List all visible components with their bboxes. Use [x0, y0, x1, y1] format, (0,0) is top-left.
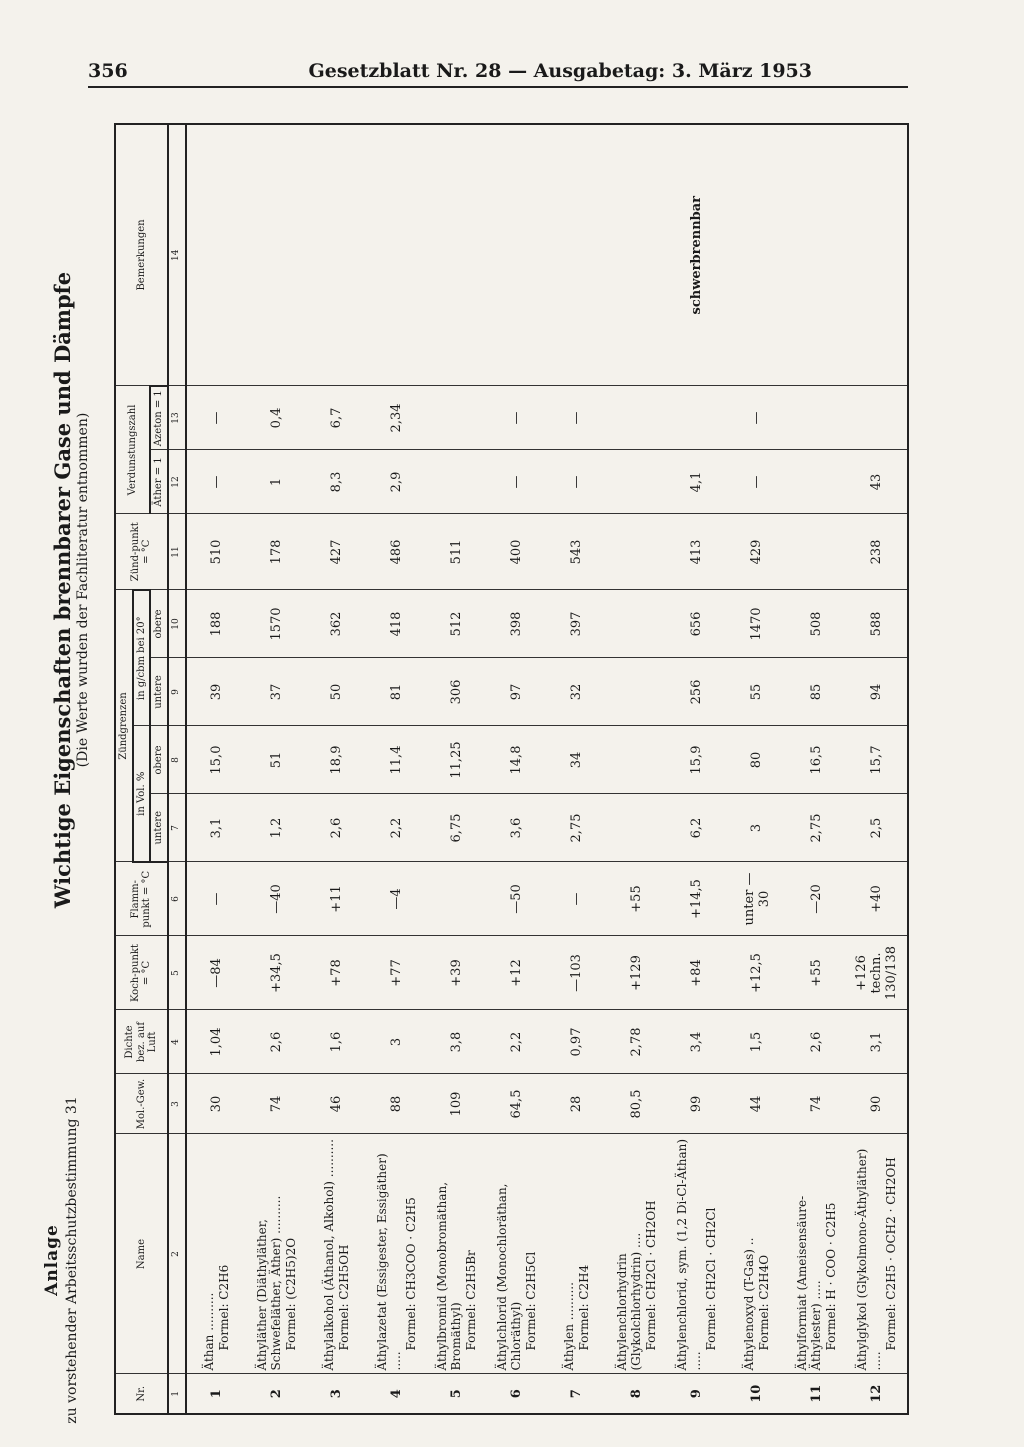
table-row [607, 124, 667, 1414]
cell-mol: 30 [186, 1074, 247, 1134]
cell-dichte: 2,6 [247, 1010, 307, 1074]
cell-mol: 80,5 [607, 1074, 667, 1134]
substance-name: Äthylformiat (Ameisensäure-Äthylester) ..... [794, 1195, 824, 1371]
cell-g-u: 306 [427, 658, 487, 726]
cell-zuend: 413 [667, 514, 727, 590]
row-number: 9 [667, 1374, 727, 1414]
substance-formula: Formel: C2H5Cl [523, 1251, 538, 1351]
substance-formula: Formel: C2H5Br [463, 1250, 478, 1351]
cell-g-o: 656 [667, 590, 727, 658]
substance-formula: Formel: C2H5 · OCH2 · CH2OH [883, 1157, 898, 1351]
table-row [307, 124, 367, 1414]
cell-g-u: 32 [547, 658, 607, 726]
cell-aether: 43 [847, 450, 908, 514]
cell-koch: —84 [186, 936, 247, 1010]
row-number: 6 [487, 1374, 547, 1414]
row-number: 7 [547, 1374, 607, 1414]
column-number: 11 [168, 514, 186, 590]
table-row [186, 124, 247, 1414]
cell-dichte: 3,8 [427, 1010, 487, 1074]
cell-zuend: 400 [487, 514, 547, 590]
cell-flamm: +40 [847, 862, 908, 936]
cell-vol-u: 1,2 [247, 794, 307, 862]
cell-bemerkungen [487, 124, 547, 386]
cell-aether: — [487, 450, 547, 514]
cell-koch: +12 [487, 936, 547, 1010]
header-title: Gesetzblatt Nr. 28 — Ausgabetag: 3. März 1953 [308, 60, 812, 82]
cell-g-o: 362 [307, 590, 367, 658]
substance-cell [787, 1134, 847, 1374]
substance-name: Äthylglykol (Glykolmono-Äthyläther) ..... [854, 1148, 884, 1371]
cell-aether: 8,3 [307, 450, 367, 514]
cell-mol: 64,5 [487, 1074, 547, 1134]
cell-vol-u: 6,75 [427, 794, 487, 862]
substance-cell [247, 1134, 307, 1374]
cell-vol-u: 2,75 [787, 794, 847, 862]
cell-aether: 4,1 [667, 450, 727, 514]
page-number: 356 [88, 60, 128, 82]
cell-dichte: 1,5 [727, 1010, 787, 1074]
table-row [427, 124, 487, 1414]
cell-vol-u: 3 [727, 794, 787, 862]
column-number: 3 [168, 1074, 186, 1134]
table-title-block [50, 115, 91, 1065]
row-number: 12 [847, 1374, 908, 1414]
substance-formula: Formel: C2H4 [576, 1264, 591, 1351]
cell-vol-u: 2,6 [307, 794, 367, 862]
cell-vol-u: 2,5 [847, 794, 908, 862]
landscape-sheet [42, 115, 912, 1425]
substance-formula: Formel: H · COO · C2H5 [823, 1202, 838, 1351]
cell-azeton: — [186, 386, 247, 450]
cell-vol-o: 11,4 [367, 726, 427, 794]
cell-zuend: 486 [367, 514, 427, 590]
cell-flamm: —50 [487, 862, 547, 936]
cell-zuend: 510 [186, 514, 247, 590]
cell-dichte: 1,04 [186, 1010, 247, 1074]
column-number: 12 [168, 450, 186, 514]
substance-cell [186, 1134, 247, 1374]
cell-bemerkungen [247, 124, 307, 386]
cell-dichte: 0,97 [547, 1010, 607, 1074]
substance-name: Äthylenchlorhydrin (Glykolchlorhydrin) .... [614, 1232, 644, 1371]
cell-zuend: 543 [547, 514, 607, 590]
substance-name: Äthylchlorid (Monochloräthan, Chloräthyl) [494, 1183, 524, 1371]
cell-mol: 44 [727, 1074, 787, 1134]
substance-cell [727, 1134, 787, 1374]
cell-koch: +84 [667, 936, 727, 1010]
col-header-gcbm: in g/cbm bei 20° [133, 590, 151, 726]
substance-cell [307, 1134, 367, 1374]
cell-zuend: 511 [427, 514, 487, 590]
table-row [667, 124, 727, 1414]
cell-flamm: —40 [247, 862, 307, 936]
cell-zuend [607, 514, 667, 590]
col-header-dichte: Dichte bez. auf Luft [115, 1010, 168, 1074]
cell-dichte: 1,6 [307, 1010, 367, 1074]
cell-azeton: 2,34 [367, 386, 427, 450]
col-header-g-untere: untere [150, 658, 168, 726]
cell-azeton: — [727, 386, 787, 450]
cell-dichte: 3,4 [667, 1010, 727, 1074]
col-header-vol-obere: obere [150, 726, 168, 794]
row-number: 10 [727, 1374, 787, 1414]
column-number: 7 [168, 794, 186, 862]
substance-name: Äthylen .......... [562, 1282, 577, 1371]
column-number: 2 [168, 1134, 186, 1374]
substance-name: Äthan .......... [202, 1292, 217, 1371]
cell-azeton [607, 386, 667, 450]
col-header-zuendgrenzen: Zündgrenzen [115, 590, 133, 862]
cell-vol-o: 15,0 [186, 726, 247, 794]
cell-dichte: 2,6 [787, 1010, 847, 1074]
table-main-title: Wichtige Eigenschaften brennbarer Gase und Dämpfe [50, 271, 75, 909]
substance-formula: Formel: CH3COO · C2H5 [403, 1197, 418, 1351]
cell-bemerkungen [847, 124, 908, 386]
cell-g-o: 418 [367, 590, 427, 658]
cell-vol-o: 14,8 [487, 726, 547, 794]
cell-vol-u: 2,75 [547, 794, 607, 862]
row-number: 4 [367, 1374, 427, 1414]
column-number: 4 [168, 1010, 186, 1074]
cell-mol: 99 [667, 1074, 727, 1134]
cell-vol-o: 11,25 [427, 726, 487, 794]
col-header-name: Name [115, 1134, 168, 1374]
table-row [847, 124, 908, 1414]
cell-vol-o [607, 726, 667, 794]
cell-bemerkungen [727, 124, 787, 386]
cell-aether: 2,9 [367, 450, 427, 514]
cell-g-o: 397 [547, 590, 607, 658]
column-number: 14 [168, 124, 186, 386]
cell-zuend: 178 [247, 514, 307, 590]
table-row [727, 124, 787, 1414]
cell-mol: 28 [547, 1074, 607, 1134]
cell-aether [787, 450, 847, 514]
cell-azeton: — [547, 386, 607, 450]
cell-koch: +129 [607, 936, 667, 1010]
substance-name: Äthylbromid (Monobromäthan, Bromäthyl) [434, 1181, 464, 1371]
cell-g-o: 512 [427, 590, 487, 658]
cell-dichte: 2,78 [607, 1010, 667, 1074]
cell-koch: +39 [427, 936, 487, 1010]
substance-formula: Formel: CH2Cl · CH2Cl [703, 1207, 718, 1351]
cell-zuend [787, 514, 847, 590]
cell-bemerkungen [787, 124, 847, 386]
column-number: 13 [168, 386, 186, 450]
substance-cell [487, 1134, 547, 1374]
cell-zuend: 429 [727, 514, 787, 590]
cell-azeton [667, 386, 727, 450]
cell-mol: 90 [847, 1074, 908, 1134]
cell-koch: +12,5 [727, 936, 787, 1010]
cell-vol-u [607, 794, 667, 862]
anlage-title: Anlage [42, 1224, 62, 1296]
cell-koch: +34,5 [247, 936, 307, 1010]
cell-dichte: 2,2 [487, 1010, 547, 1074]
substance-cell [547, 1134, 607, 1374]
cell-g-u: 50 [307, 658, 367, 726]
table-subtitle: (Die Werte wurden der Fachliteratur entnommen) [75, 412, 91, 768]
anlage-block [42, 1095, 80, 1425]
cell-g-o [607, 590, 667, 658]
cell-mol: 109 [427, 1074, 487, 1134]
cell-g-u: 81 [367, 658, 427, 726]
cell-g-u [607, 658, 667, 726]
cell-vol-o: 15,9 [667, 726, 727, 794]
cell-koch: +126 techn. 130/138 [847, 936, 908, 1010]
col-header-zuendpunkt: Zünd-punkt = °C [115, 514, 168, 590]
cell-flamm: unter —30 [727, 862, 787, 936]
cell-dichte: 3,1 [847, 1010, 908, 1074]
cell-bemerkungen [186, 124, 247, 386]
cell-mol: 74 [247, 1074, 307, 1134]
cell-mol: 88 [367, 1074, 427, 1134]
cell-bemerkungen [307, 124, 367, 386]
column-number: 9 [168, 658, 186, 726]
cell-g-o: 588 [847, 590, 908, 658]
cell-koch: +78 [307, 936, 367, 1010]
cell-g-o: 1470 [727, 590, 787, 658]
table-row [547, 124, 607, 1414]
substance-name: Äthylazetat (Essigester, Essigäther) ..... [374, 1153, 404, 1371]
cell-bemerkungen [367, 124, 427, 386]
substance-name: Äthyläther (Diäthyläther, Schwefeläther, Äther) .......... [254, 1195, 284, 1371]
cell-vol-o: 18,9 [307, 726, 367, 794]
cell-dichte: 3 [367, 1010, 427, 1074]
substance-name: Äthylalkohol (Äthanol, Alkohol) .......... [322, 1139, 337, 1371]
cell-zuend: 238 [847, 514, 908, 590]
column-number: 5 [168, 936, 186, 1010]
row-number: 2 [247, 1374, 307, 1414]
row-number: 5 [427, 1374, 487, 1414]
cell-azeton: 6,7 [307, 386, 367, 450]
cell-vol-o: 80 [727, 726, 787, 794]
cell-koch: —103 [547, 936, 607, 1010]
cell-vol-o: 15,7 [847, 726, 908, 794]
substance-formula: Formel: C2H4O [756, 1254, 771, 1351]
cell-aether: — [547, 450, 607, 514]
table-row [247, 124, 307, 1414]
cell-vol-o: 34 [547, 726, 607, 794]
cell-bemerkungen [547, 124, 607, 386]
cell-g-u: 94 [847, 658, 908, 726]
column-number: 6 [168, 862, 186, 936]
col-header-vol-untere: untere [150, 794, 168, 862]
substance-formula: Formel: (C2H5)2O [283, 1237, 298, 1351]
table-body [186, 124, 908, 1414]
cell-aether: 1 [247, 450, 307, 514]
properties-table [114, 123, 909, 1415]
cell-flamm: — [186, 862, 247, 936]
cell-aether [607, 450, 667, 514]
col-header-kochpunkt: Koch-punkt = °C [115, 936, 168, 1010]
cell-vol-u: 2,2 [367, 794, 427, 862]
cell-g-o: 188 [186, 590, 247, 658]
substance-cell [847, 1134, 908, 1374]
col-header-bemerkungen: Bemerkungen [115, 124, 168, 386]
substance-cell [667, 1134, 727, 1374]
column-number: 8 [168, 726, 186, 794]
col-header-nr: Nr. [115, 1374, 168, 1414]
cell-flamm: —20 [787, 862, 847, 936]
cell-bemerkungen [427, 124, 487, 386]
column-number-row [168, 124, 186, 1414]
cell-bemerkungen [607, 124, 667, 386]
table-row [367, 124, 427, 1414]
cell-flamm: +11 [307, 862, 367, 936]
cell-vol-u: 6,2 [667, 794, 727, 862]
cell-g-u: 256 [667, 658, 727, 726]
column-number: 1 [168, 1374, 186, 1414]
cell-g-u: 55 [727, 658, 787, 726]
table-row [787, 124, 847, 1414]
substance-formula: Formel: C2H6 [216, 1264, 231, 1351]
row-number: 3 [307, 1374, 367, 1414]
cell-zuend: 427 [307, 514, 367, 590]
cell-aether [427, 450, 487, 514]
col-header-flammpunkt: Flamm-punkt = °C [115, 862, 168, 936]
row-number: 11 [787, 1374, 847, 1414]
cell-g-u: 39 [186, 658, 247, 726]
cell-aether: — [186, 450, 247, 514]
cell-azeton: 0,4 [247, 386, 307, 450]
column-number: 10 [168, 590, 186, 658]
cell-g-o: 1570 [247, 590, 307, 658]
substance-name: Äthylenchlorid, sym. (1,2 Di-Cl-Äthan) ..... [674, 1138, 704, 1371]
cell-vol-u: 3,6 [487, 794, 547, 862]
col-header-aether: Äther = 1 [150, 450, 168, 514]
cell-g-u: 97 [487, 658, 547, 726]
table-row [487, 124, 547, 1414]
cell-flamm: — [547, 862, 607, 936]
row-number: 1 [186, 1374, 247, 1414]
cell-mol: 74 [787, 1074, 847, 1134]
cell-g-o: 398 [487, 590, 547, 658]
cell-g-u: 85 [787, 658, 847, 726]
cell-azeton [847, 386, 908, 450]
cell-vol-u: 3,1 [186, 794, 247, 862]
cell-vol-o: 16,5 [787, 726, 847, 794]
row-number: 8 [607, 1374, 667, 1414]
cell-flamm [427, 862, 487, 936]
cell-bemerkungen: schwerbrennbar [667, 124, 727, 386]
cell-azeton [787, 386, 847, 450]
col-header-g-obere: obere [150, 590, 168, 658]
cell-aether: — [727, 450, 787, 514]
cell-vol-o: 51 [247, 726, 307, 794]
cell-azeton: — [487, 386, 547, 450]
substance-formula: Formel: C2H5OH [336, 1244, 351, 1351]
cell-azeton [427, 386, 487, 450]
cell-mol: 46 [307, 1074, 367, 1134]
col-header-vol: in Vol. % [133, 726, 151, 862]
substance-cell [607, 1134, 667, 1374]
cell-koch: +77 [367, 936, 427, 1010]
cell-flamm: +14,5 [667, 862, 727, 936]
anlage-subtitle: zu vorstehender Arbeitsschutzbestimmung 31 [64, 1096, 80, 1424]
cell-flamm: +55 [607, 862, 667, 936]
col-header-verdunstungszahl: Verdunstungszahl [115, 386, 150, 514]
cell-g-u: 37 [247, 658, 307, 726]
cell-g-o: 508 [787, 590, 847, 658]
col-header-molgew: Mol.-Gew. [115, 1074, 168, 1134]
cell-flamm: —4 [367, 862, 427, 936]
col-header-azeton: Azeton = 1 [150, 386, 168, 450]
substance-cell [427, 1134, 487, 1374]
substance-cell [367, 1134, 427, 1374]
substance-formula: Formel: CH2Cl · CH2OH [643, 1200, 658, 1351]
substance-name: Äthylenoxyd (T-Gas) .. [742, 1237, 757, 1371]
cell-koch: +55 [787, 936, 847, 1010]
